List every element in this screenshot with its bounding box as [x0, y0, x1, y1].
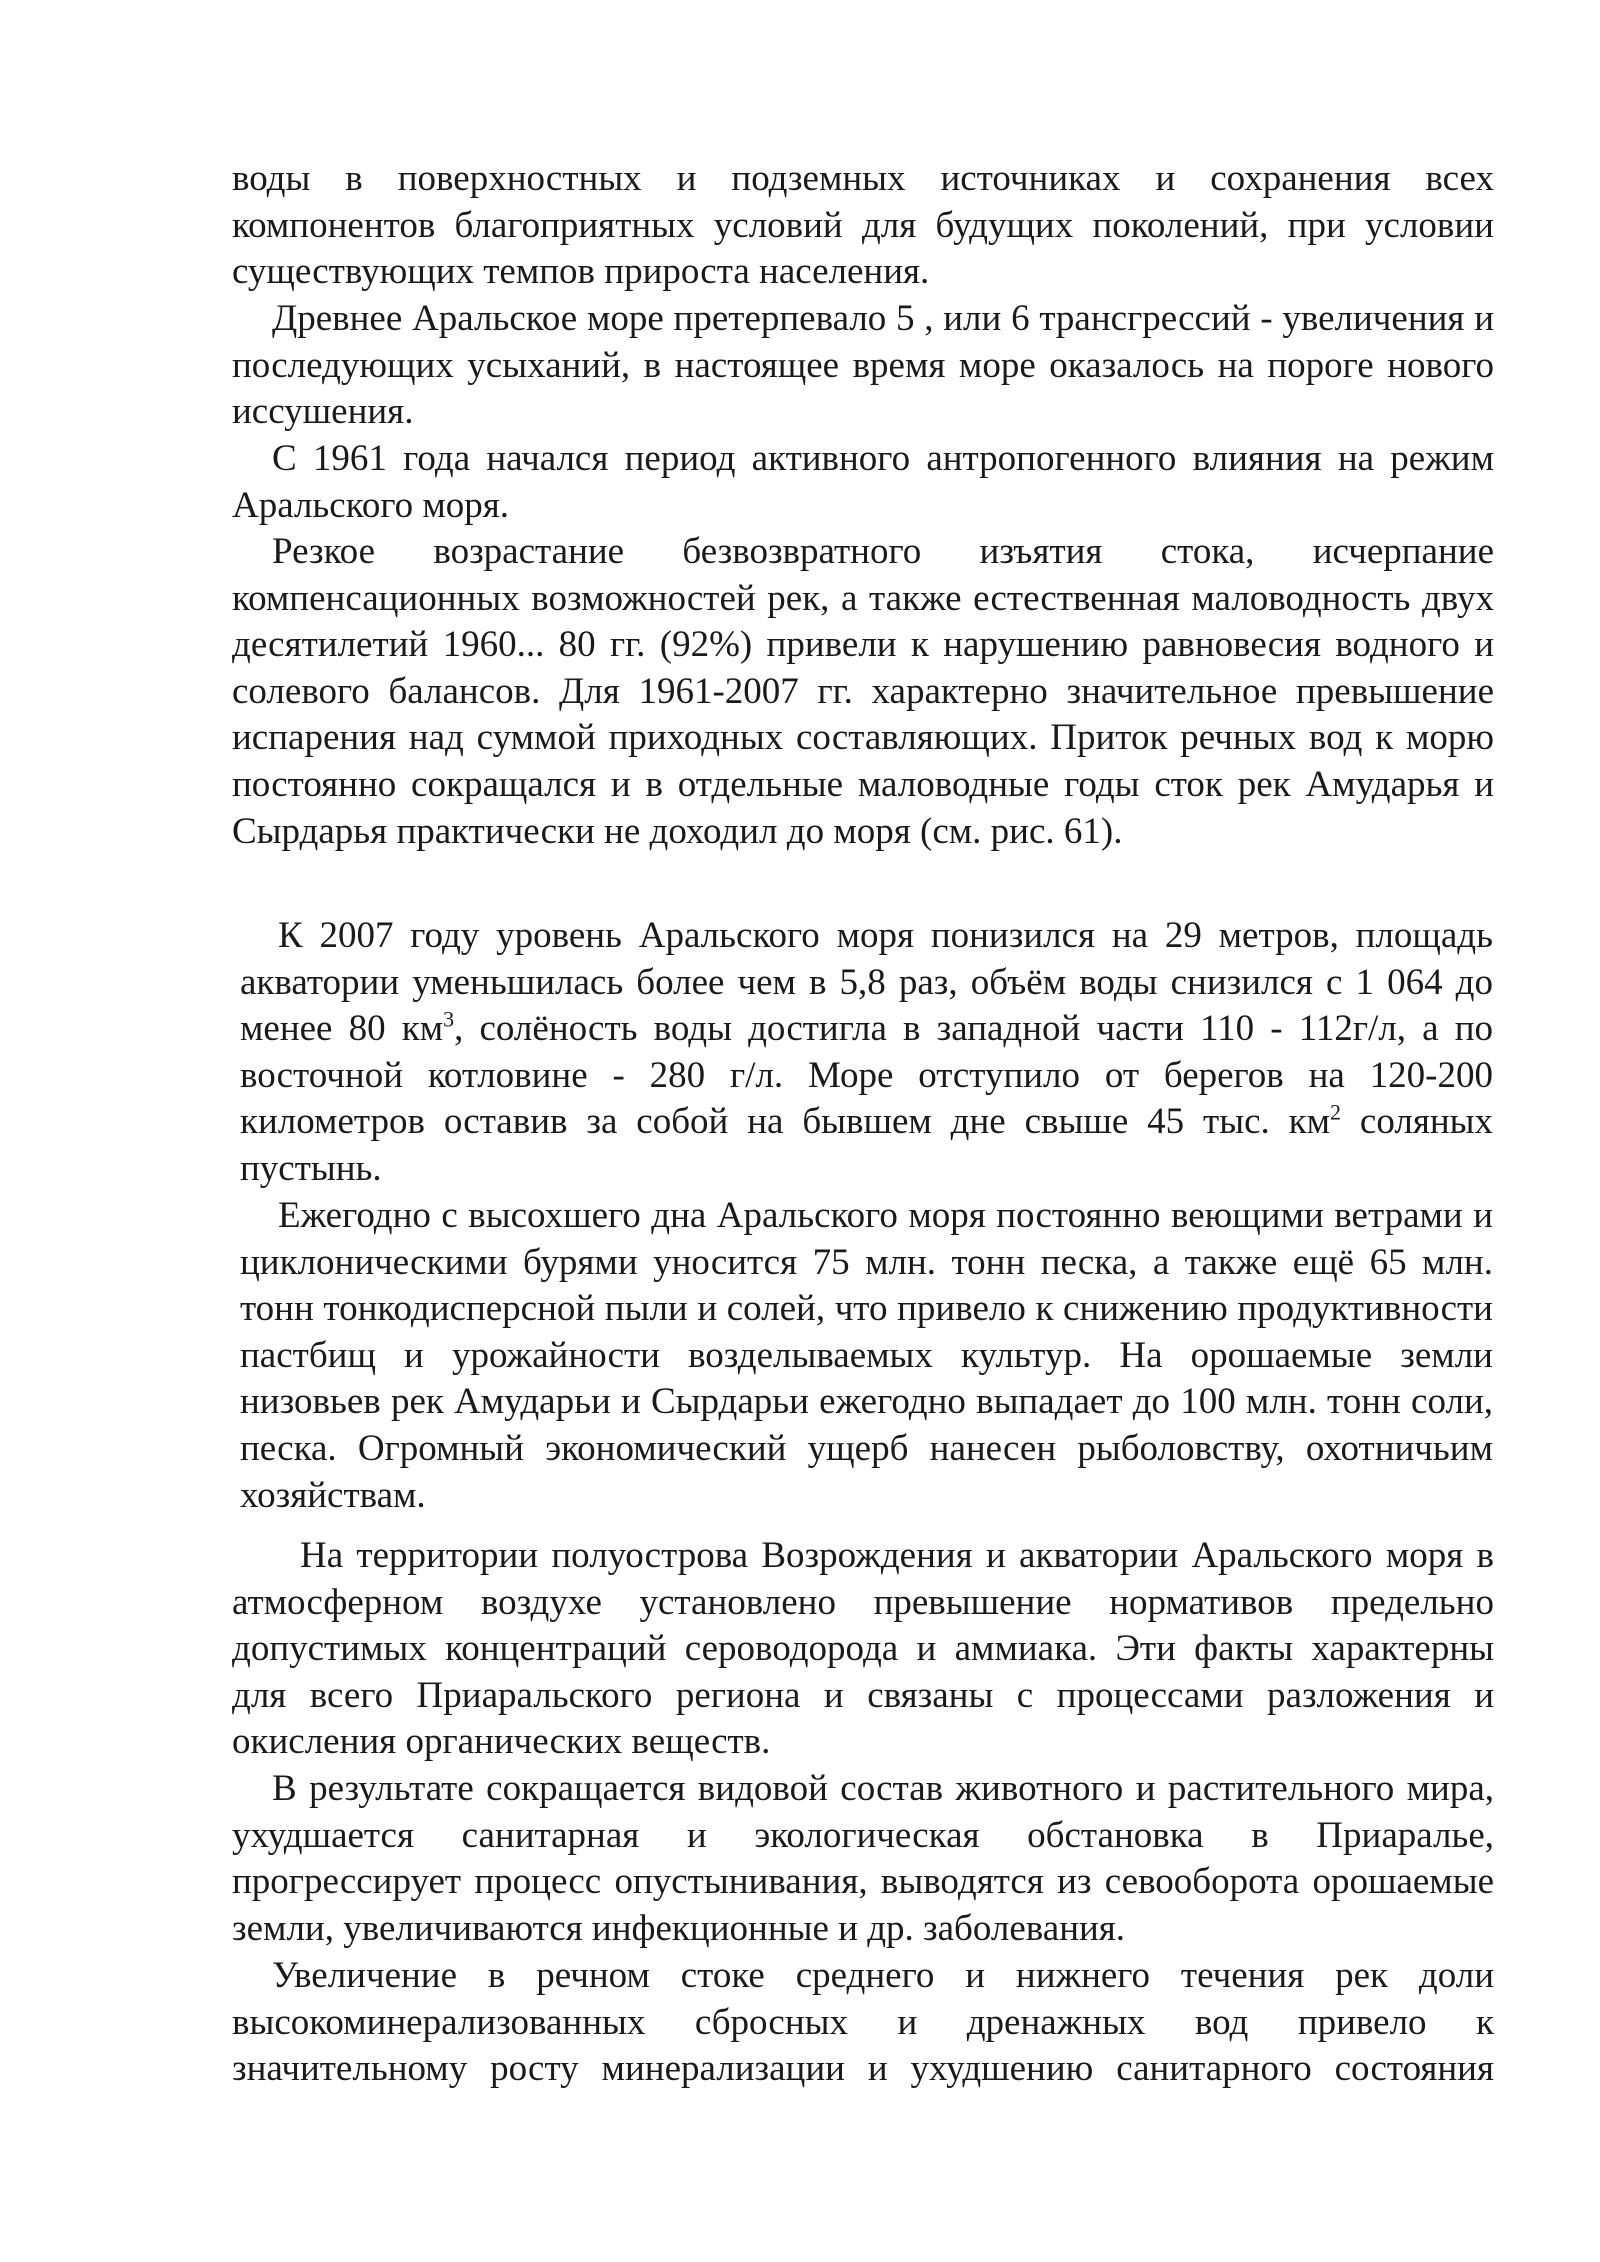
paragraph-biodiversity-loss: В результате сокращается видовой состав животного и растительного мира, ухудшается санитарная и экологическая обстановка в Приаралье, прогрессирует процесс опустынивания, выводятся из севооборота орошаемые земли, увеличиваются инфекционные и др. заболевания. [232, 1768, 1494, 1949]
sea-level-text-c: соляных пустынь. [240, 1101, 1493, 1189]
paragraph-anthropogenic-period: С 1961 года начался период активного антропогенного влияния на режим Аральского моря. [232, 438, 1494, 526]
paragraph-air-pollution: На территории полуострова Возрождения и акватории Аральского моря в атмосферном воздухе установлено превышение нормативов предельно допустимых концентраций сероводорода и аммиака. Эти факты характерны для всего Приаральского региона и связаны с процессами разложения и окисления органических веществ. [232, 1535, 1494, 1763]
paragraph-sea-level-drop [240, 913, 1493, 1193]
superscript-cubic: 3 [443, 1006, 455, 1032]
paragraph-transgressions: Древнее Аральское море претерпевало 5 , или 6 трансгрессий - увеличения и последующих усыханий, в настоящее время море оказалось на пороге нового иссушения. [232, 298, 1494, 433]
superscript-square: 2 [1330, 1100, 1342, 1126]
paragraph-mineralization: Увеличение в речном стоке среднего и нижнего течения рек доли высокоминерализованных сбросных и дренажных вод привело к значительному росту минерализации и ухудшению санитарного состояния [232, 1955, 1494, 2090]
paragraph-dust-storms: Ежегодно с высохшего дна Аральского моря постоянно веющими ветрами и циклоническими бурями уносится 75 млн. тонн песка, а также ещё 65 млн. тонн тонкодисперсной пыли и солей, что привело к снижению продуктивности пастбищ и урожайности возделываемых культур. На орошаемые земли низовьев рек Амударьи и Сырдарьи ежегодно выпадает до 100 млн. тонн соли, песка. Огромный экономический ущерб нанесен рыболовству, охотничьим хозяйствам. [240, 1195, 1493, 1516]
paragraph-water-sources: воды в поверхностных и подземных источниках и сохранения всех компонентов благоприятных условий для будущих поколений, при условии существующих темпов прироста населения. [232, 158, 1494, 293]
sea-level-text-b: , солёность воды достигла в западной части 110 - 112г/л, а по восточной котловине - 280 г/л. Море отступило от берегов на 120-200 километров оставив за собой на бывшем дне свыше 45 тыс. км [240, 1008, 1493, 1143]
paragraph-water-withdrawal: Резкое возрастание безвозвратного изъятия стока, исчерпание компенсационных возможностей рек, а также естественная маловодность двух десятилетий 1960... 80 гг. (92%) привели к нарушению равновесия водного и солевого балансов. Для 1961-2007 гг. характерно значительное превышение испарения над суммой приходных составляющих. Приток речных вод к морю постоянно сокращался и в отдельные маловодные годы сток рек Амударья и Сырдарья практически не доходил до моря (см. рис. 61). [232, 531, 1494, 852]
sea-level-text-a: К 2007 году уровень Аральского моря понизился на 29 метров, площадь акватории уменьшилась более чем в 5,8 раз, объём воды снизился с 1 064 до менее 80 км [240, 915, 1493, 1050]
